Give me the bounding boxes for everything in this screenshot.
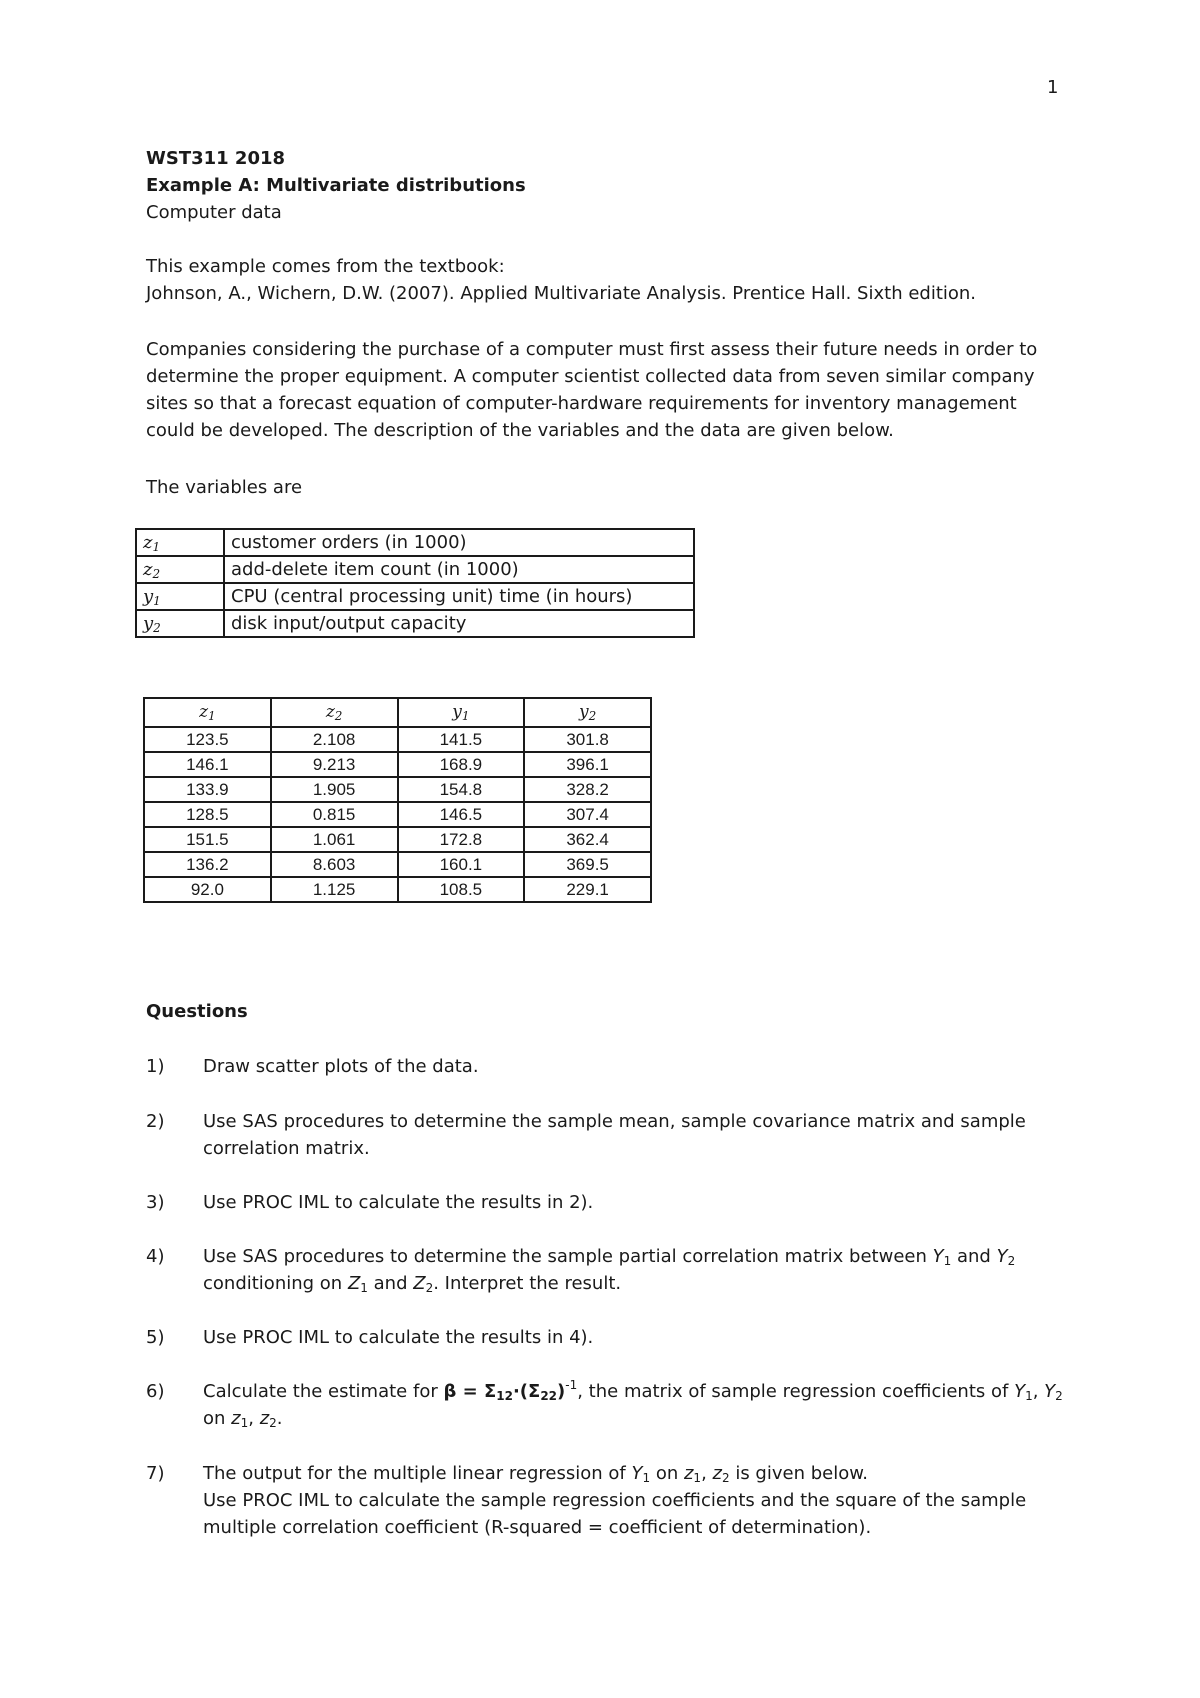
table-row xyxy=(144,827,651,852)
column-header: $y_1$ xyxy=(398,698,525,727)
example-subtitle: Computer data xyxy=(146,202,282,223)
source-section xyxy=(146,253,1076,307)
table-cell: 1.125 xyxy=(271,877,398,902)
column-header: $y_2$ xyxy=(524,698,651,727)
variable-symbol: $y_1$ xyxy=(136,583,224,610)
table-cell: 328.2 xyxy=(524,777,651,802)
table-cell: 92.0 xyxy=(144,877,271,902)
table-cell: 0.815 xyxy=(271,802,398,827)
table-row xyxy=(144,777,651,802)
table-row xyxy=(144,877,651,902)
variable-description: CPU (central processing unit) time (in hours) xyxy=(224,583,694,610)
question-number: 4) xyxy=(146,1246,165,1267)
table-cell: 128.5 xyxy=(144,802,271,827)
question-text: Use PROC IML to calculate the results in 4). xyxy=(203,1327,594,1348)
table-cell: 133.9 xyxy=(144,777,271,802)
table-row xyxy=(144,852,651,877)
question-text: The output for the multiple linear regression of $Y_1$ on $z_1$, $z_2$ is given below. Use PROC IML to calculate the sample regression coefficients and the square of the sample multiple correlation coefficient (R-squared = coefficient of determination). xyxy=(203,1463,1027,1538)
table-row xyxy=(136,529,694,556)
table-header-row xyxy=(144,698,651,727)
table-row xyxy=(144,752,651,777)
question-text: Calculate the estimate for $\beta = \Sigma_{12}\cdot(\Sigma_{22})^{-1}$, the matrix of sample regression coefficients of $Y_1$, $Y_2$ on $z_1$, $z_2$. xyxy=(203,1378,1063,1430)
table-row xyxy=(144,802,651,827)
table-cell: 154.8 xyxy=(398,777,525,802)
course-title: WST311 2018 xyxy=(146,148,286,169)
table-row xyxy=(136,583,694,610)
description-paragraph xyxy=(146,336,1076,444)
table-cell: 396.1 xyxy=(524,752,651,777)
table-cell: 1.061 xyxy=(271,827,398,852)
variable-symbol: $z_1$ xyxy=(136,529,224,556)
table-cell: 168.9 xyxy=(398,752,525,777)
question-number: 1) xyxy=(146,1056,165,1077)
table-cell: 369.5 xyxy=(524,852,651,877)
source-intro: This example comes from the textbook: xyxy=(146,256,505,277)
table-cell: 1.905 xyxy=(271,777,398,802)
question-number: 6) xyxy=(146,1381,165,1402)
example-title: Example A: Multivariate distributions xyxy=(146,175,526,196)
table-cell: 146.5 xyxy=(398,802,525,827)
document-header xyxy=(146,145,1076,226)
description-line: could be developed. The description of the variables and the data are given below. xyxy=(146,420,894,441)
table-cell: 229.1 xyxy=(524,877,651,902)
beta-formula: $\beta = \Sigma_{12}\cdot(\Sigma_{22})$ xyxy=(443,1381,566,1403)
source-citation: Johnson, A., Wichern, D.W. (2007). Applied Multivariate Analysis. Prentice Hall. Sixth edition. xyxy=(146,283,977,304)
table-cell: 146.1 xyxy=(144,752,271,777)
variable-description: customer orders (in 1000) xyxy=(224,529,694,556)
data-table xyxy=(143,697,652,903)
table-cell: 9.213 xyxy=(271,752,398,777)
table-cell: 301.8 xyxy=(524,727,651,752)
description-line: sites so that a forecast equation of computer-hardware requirements for inventory management xyxy=(146,393,1017,414)
table-cell: 151.5 xyxy=(144,827,271,852)
variable-symbol: $y_2$ xyxy=(136,610,224,637)
variables-intro: The variables are xyxy=(146,477,303,498)
variable-description: disk input/output capacity xyxy=(224,610,694,637)
variables-table xyxy=(135,528,695,638)
table-row xyxy=(136,556,694,583)
question-number: 7) xyxy=(146,1463,165,1484)
table-cell: 172.8 xyxy=(398,827,525,852)
variable-symbol: $z_2$ xyxy=(136,556,224,583)
page-number: 1 xyxy=(1047,77,1059,98)
questions-heading: Questions xyxy=(146,1001,248,1022)
table-cell: 160.1 xyxy=(398,852,525,877)
variable-description: add-delete item count (in 1000) xyxy=(224,556,694,583)
question-text: Draw scatter plots of the data. xyxy=(203,1056,479,1077)
column-header: $z_1$ xyxy=(144,698,271,727)
table-cell: 141.5 xyxy=(398,727,525,752)
table-cell: 307.4 xyxy=(524,802,651,827)
question-text: Use PROC IML to calculate the results in 2). xyxy=(203,1192,594,1213)
table-cell: 108.5 xyxy=(398,877,525,902)
description-line: Companies considering the purchase of a computer must first assess their future needs in order to xyxy=(146,339,1038,360)
question-text: Use SAS procedures to determine the sample mean, sample covariance matrix and sample correlation matrix. xyxy=(203,1111,1026,1159)
table-cell: 8.603 xyxy=(271,852,398,877)
question-number: 3) xyxy=(146,1192,165,1213)
description-line: determine the proper equipment. A computer scientist collected data from seven similar company xyxy=(146,366,1035,387)
table-cell: 362.4 xyxy=(524,827,651,852)
table-cell: 2.108 xyxy=(271,727,398,752)
question-number: 5) xyxy=(146,1327,165,1348)
table-cell: 136.2 xyxy=(144,852,271,877)
table-row xyxy=(136,610,694,637)
question-number: 2) xyxy=(146,1111,165,1132)
table-row xyxy=(144,727,651,752)
question-text: Use SAS procedures to determine the sample partial correlation matrix between $Y_1$ and $Y_2$ conditioning on $Z_1$ and $Z_2$. Interpret the result. xyxy=(203,1246,1016,1295)
column-header: $z_2$ xyxy=(271,698,398,727)
table-cell: 123.5 xyxy=(144,727,271,752)
